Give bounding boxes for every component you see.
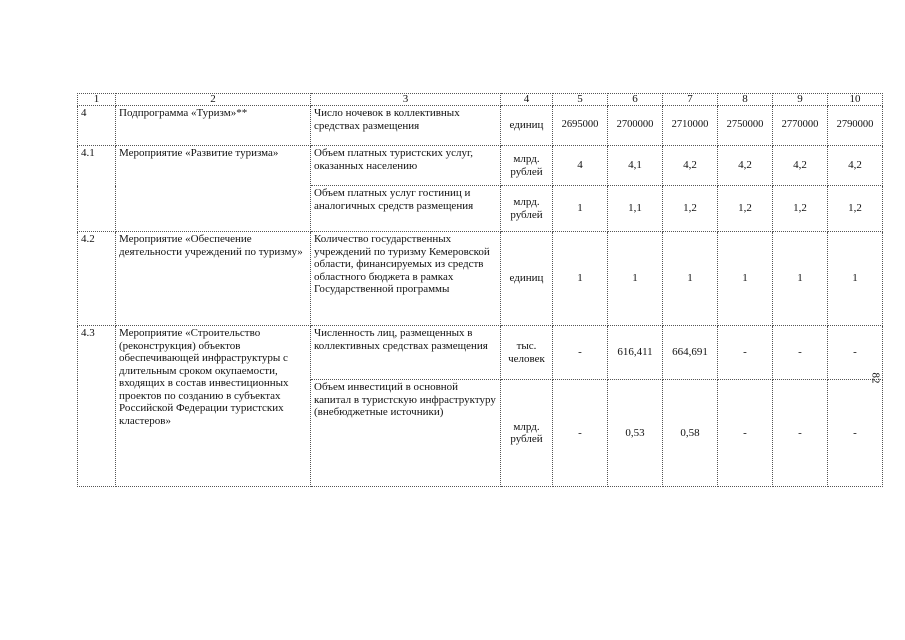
unit: млрд. рублей xyxy=(501,380,553,487)
value-cell: 2750000 xyxy=(718,106,773,146)
value-cell: 1,2 xyxy=(663,186,718,232)
row-number: 4.2 xyxy=(78,232,116,326)
value-cell: - xyxy=(718,380,773,487)
value-cell: 4,2 xyxy=(663,146,718,186)
column-number-header xyxy=(78,94,883,106)
program-name: Мероприятие «Обеспечение деятельности учреждений по туризму» xyxy=(116,232,311,326)
value-cell: - xyxy=(553,380,608,487)
value-cell: 1 xyxy=(773,232,828,326)
indicator-name: Объем инвестиций в основной капитал в туристскую инфраструктуру (внебюджетные источники) xyxy=(311,380,501,487)
value-cell: 1,1 xyxy=(608,186,663,232)
value-cell: 2695000 xyxy=(553,106,608,146)
indicator-name: Объем платных туристских услуг, оказанных населению xyxy=(311,146,501,186)
table-row xyxy=(78,232,883,326)
value-cell: - xyxy=(553,326,608,380)
value-cell: 1,2 xyxy=(828,186,883,232)
value-cell: - xyxy=(773,326,828,380)
page-number: 82 xyxy=(869,372,882,384)
value-cell: 1 xyxy=(553,186,608,232)
value-cell: - xyxy=(828,326,883,380)
value-cell: 616,411 xyxy=(608,326,663,380)
table-row xyxy=(78,146,883,186)
value-cell: 2790000 xyxy=(828,106,883,146)
value-cell: 1 xyxy=(608,232,663,326)
row-number: 4.1 xyxy=(78,146,116,232)
indicator-name: Число ночевок в коллективных средствах размещения xyxy=(311,106,501,146)
row-number: 4.3 xyxy=(78,326,116,487)
value-cell: 1,2 xyxy=(718,186,773,232)
table-row xyxy=(78,326,883,380)
value-cell: - xyxy=(773,380,828,487)
value-cell: 1,2 xyxy=(773,186,828,232)
value-cell: 2770000 xyxy=(773,106,828,146)
header-cell: 2 xyxy=(116,94,311,106)
program-name: Подпрограмма «Туризм»** xyxy=(116,106,311,146)
value-cell: 0,53 xyxy=(608,380,663,487)
unit: единиц xyxy=(501,106,553,146)
value-cell: 2710000 xyxy=(663,106,718,146)
value-cell: 4,2 xyxy=(773,146,828,186)
unit: млрд. рублей xyxy=(501,146,553,186)
value-cell: 4,2 xyxy=(828,146,883,186)
row-number: 4 xyxy=(78,106,116,146)
header-cell: 8 xyxy=(718,94,773,106)
indicator-name: Численность лиц, размещенных в коллективных средствах размещения xyxy=(311,326,501,380)
value-cell: 1 xyxy=(718,232,773,326)
value-cell: 1 xyxy=(553,232,608,326)
header-cell: 6 xyxy=(608,94,663,106)
unit: тыс. человек xyxy=(501,326,553,380)
value-cell: 1 xyxy=(828,232,883,326)
value-cell: - xyxy=(718,326,773,380)
value-cell: 1 xyxy=(663,232,718,326)
value-cell: 4,2 xyxy=(718,146,773,186)
value-cell: - xyxy=(828,380,883,487)
header-cell: 5 xyxy=(553,94,608,106)
header-cell: 9 xyxy=(773,94,828,106)
table-row xyxy=(78,106,883,146)
value-cell: 4 xyxy=(553,146,608,186)
value-cell: 4,1 xyxy=(608,146,663,186)
program-name: Мероприятие «Развитие туризма» xyxy=(116,146,311,232)
unit: единиц xyxy=(501,232,553,326)
header-cell: 7 xyxy=(663,94,718,106)
value-cell: 664,691 xyxy=(663,326,718,380)
header-cell: 3 xyxy=(311,94,501,106)
indicator-name: Количество государственных учреждений по туризму Кемеровской области, финансируемых из средств областного бюджета в рамках Государственной программы xyxy=(311,232,501,326)
indicator-name: Объем платных услуг гостиниц и аналогичных средств размещения xyxy=(311,186,501,232)
indicators-table xyxy=(77,93,883,487)
value-cell: 2700000 xyxy=(608,106,663,146)
value-cell: 0,58 xyxy=(663,380,718,487)
unit: млрд. рублей xyxy=(501,186,553,232)
header-cell: 1 xyxy=(78,94,116,106)
header-cell: 10 xyxy=(828,94,883,106)
header-cell: 4 xyxy=(501,94,553,106)
program-name: Мероприятие «Строительство (реконструкция) объектов обеспечивающей инфраструктуры с длительным сроком окупаемости, входящих в состав инвестиционных проектов по созданию в субъектах Российской Федерации туристских кластеров» xyxy=(116,326,311,487)
